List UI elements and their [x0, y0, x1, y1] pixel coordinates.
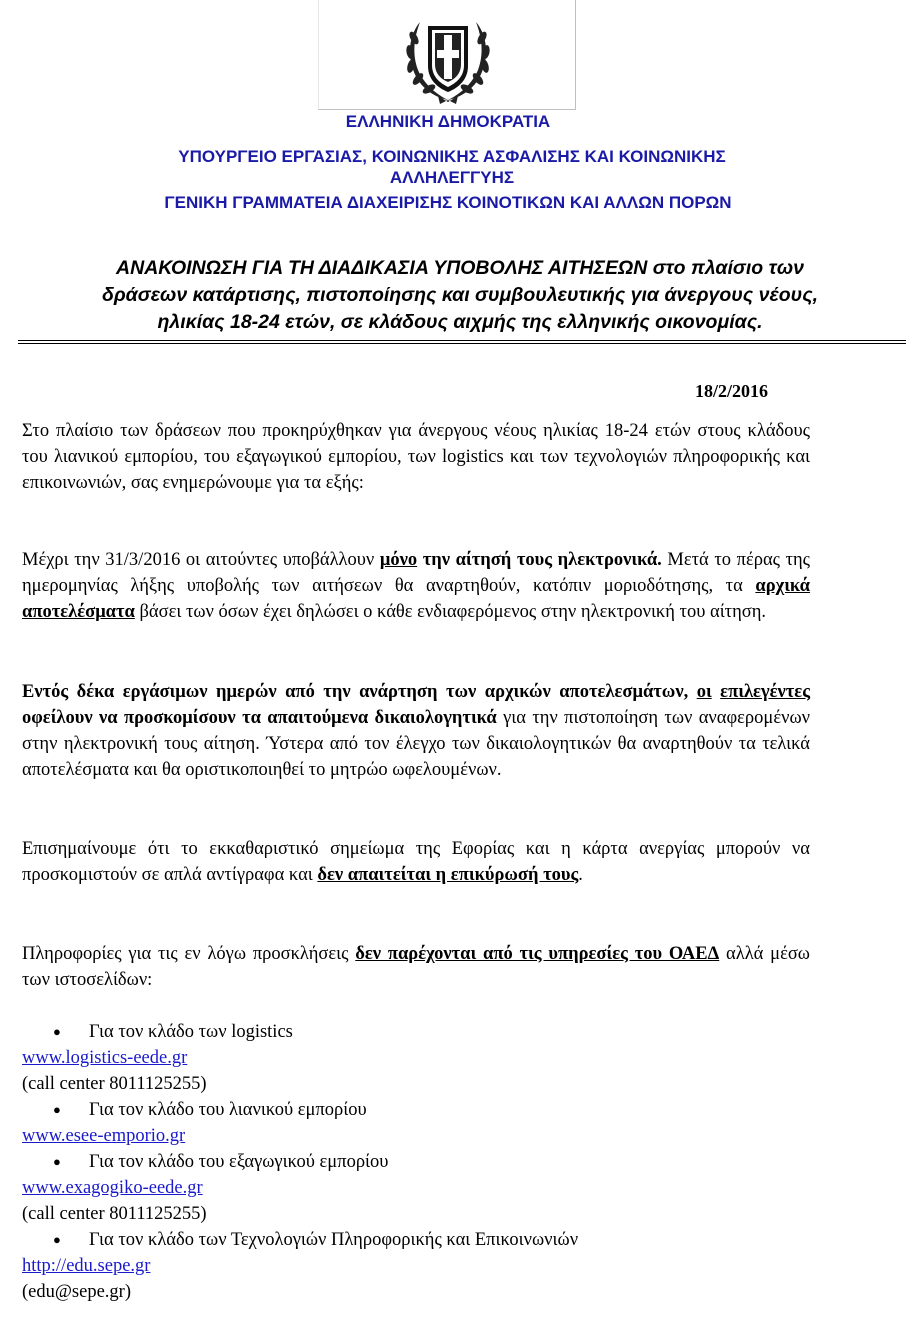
submit-online-emphasis: την αίτησή τους ηλεκτρονικά. [417, 550, 662, 570]
bullet-icon: ● [53, 1102, 61, 1117]
list-item [22, 1097, 882, 1123]
not-oaed-emphasis: δεν παρέχονται από τις υπηρεσίες του ΟΑΕΔ [355, 944, 720, 964]
selected-emphasis: επιλεγέντες [720, 682, 810, 702]
only-emphasis: μόνο [379, 550, 418, 570]
secretariat-heading: ΓΕΝΙΚΗ ΓΡΑΜΜΑΤΕΙΑ ΔΙΑΧΕΙΡΙΣΗΣ ΚΟΙΝΟΤΙΚΩΝ ΚΑΙ ΑΛΛΩΝ ΠΟΡΩΝ [164, 193, 732, 212]
sites-list [22, 1019, 882, 1305]
announcement-title [40, 255, 880, 336]
site-extra: (call center 8011125255) [22, 1074, 207, 1094]
ministry-heading-line2: ΑΛΛΗΛΕΓΓΥΗΣ [389, 168, 515, 187]
site-link-retail[interactable]: www.esee-emporio.gr [22, 1126, 186, 1146]
site-link-logistics[interactable]: www.logistics-eede.gr [22, 1048, 188, 1068]
site-extra: (call center 8011125255) [22, 1204, 207, 1224]
bullet-icon: ● [53, 1154, 61, 1169]
results-text-end: βάσει των όσων έχει δηλώσει ο κάθε ενδιαφερόμενος στην ηλεκτρονική του αίτηση. [134, 602, 767, 622]
emblem-frame [318, 0, 576, 110]
selected-article: οι [696, 682, 712, 702]
title-divider [18, 340, 906, 341]
results-text: Μετά το πέρας της ημερομηνίας λήξης υποβολής των αιτήσεων θα αναρτηθούν, κατόπιν μοριοδότησης, τα [22, 550, 810, 596]
bullet-icon: ● [53, 1232, 61, 1247]
info-paragraph [22, 941, 810, 993]
deadline-paragraph [22, 547, 810, 625]
site-link-ict[interactable]: http://edu.sepe.gr [22, 1256, 151, 1276]
info-text: Πληροφορίες για τις εν λόγω προσκλήσεις [22, 944, 356, 964]
site-label: Για τον κλάδο των logistics [89, 1022, 293, 1042]
site-label: Για τον κλάδο του λιανικού εμπορίου [89, 1100, 367, 1120]
list-item [22, 1019, 882, 1045]
copies-paragraph [22, 836, 810, 888]
announcement-date: 18/2/2016 [695, 381, 769, 401]
copies-period: . [578, 865, 583, 885]
spacer-text [712, 682, 720, 702]
bullet-icon: ● [53, 1024, 61, 1039]
title-line1: ΑΝΑΚΟΙΝΩΣΗ ΓΙΑ ΤΗ ΔΙΑΔΙΚΑΣΙΑ ΥΠΟΒΟΛΗΣ ΑΙΤΗΣΕΩΝ στο πλαίσιο των [116, 257, 804, 279]
site-extra: (edu@sepe.gr) [22, 1282, 131, 1302]
intro-paragraph: Στο πλαίσιο των δράσεων που προκηρύχθηκαν για άνεργους νέους ηλικίας 18-24 ετών στους κλάδους του λιανικού εμπορίου, του εξαγωγικού εμπορίου, των logistics και των τεχνολογιών πληροφορικής και επικοινωνιών, σας ενημερώνουμε για τα εξής: [22, 421, 810, 493]
site-label: Για τον κλάδο του εξαγωγικού εμπορίου [89, 1152, 389, 1172]
list-item [22, 1227, 882, 1253]
no-certification-emphasis: δεν απαιτείται η επικύρωσή τους [317, 865, 579, 885]
documents-paragraph [22, 679, 810, 783]
copies-text: Επισημαίνουμε ότι το εκκαθαριστικό σημείωμα της Εφορίας και η κάρτα ανεργίας μπορούν να προσκομιστούν σε απλά αντίγραφα και [22, 839, 810, 885]
list-item [22, 1149, 882, 1175]
ministry-heading-line1: ΥΠΟΥΡΓΕΙΟ ΕΡΓΑΣΙΑΣ, ΚΟΙΝΩΝΙΚΗΣ ΑΣΦΑΛΙΣΗΣ ΚΑΙ ΚΟΙΝΩΝΙΚΗΣ [178, 147, 726, 166]
info-text-end: αλλά μέσω των ιστοσελίδων: [22, 944, 810, 990]
initial-results-emphasis: αρχικά αποτελέσματα [22, 576, 810, 622]
site-link-export[interactable]: www.exagogiko-eede.gr [22, 1178, 203, 1198]
deadline-text: Μέχρι την 31/3/2016 οι αιτούντες υποβάλλουν [22, 550, 380, 570]
title-line3: ηλικίας 18-24 ετών, σε κλάδους αιχμής της ελληνικής οικονομίας. [157, 311, 763, 333]
title-divider-secondary [18, 343, 906, 344]
ministry-heading [0, 146, 912, 188]
title-line2: δράσεων κατάρτισης, πιστοποίησης και συμβουλευτικής για άνεργους νέους, [101, 284, 819, 306]
republic-heading: ΕΛΛΗΝΙΚΗ ΔΗΜΟΚΡΑΤΙΑ [345, 112, 551, 131]
greek-coat-of-arms-icon [398, 8, 498, 106]
ten-days-emphasis: Εντός δέκα εργάσιμων ημερών από την ανάρτηση των αρχικών αποτελεσμάτων, [22, 682, 697, 702]
must-submit-emphasis: οφείλουν να προσκομίσουν τα απαιτούμενα δικαιολογητικά [22, 708, 497, 728]
verification-text: για την πιστοποίηση των αναφερομένων στην ηλεκτρονική τους αίτηση. Ύστερα από τον έλεγχο των δικαιολογητικών θα αναρτηθούν τα τελικά αποτελέσματα και θα οριστικοποιηθεί το μητρώο ωφελουμένων. [22, 708, 810, 780]
site-label: Για τον κλάδο των Τεχνολογιών Πληροφορικής και Επικοινωνιών [89, 1230, 579, 1250]
